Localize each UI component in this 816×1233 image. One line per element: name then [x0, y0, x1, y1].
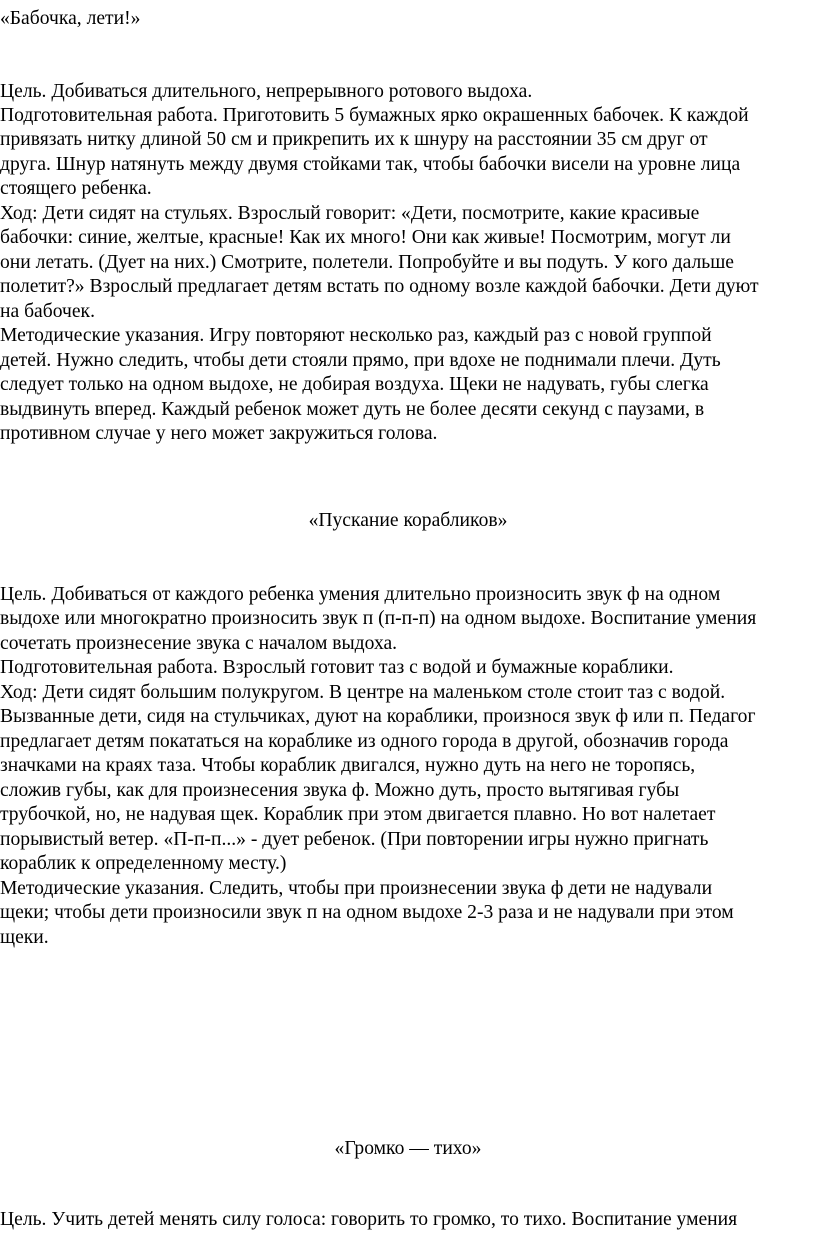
paragraph-line: Ход: Дети сидят большим полукругом. В центре на маленьком столе стоит таз с водой.: [0, 682, 726, 703]
paragraph-line: щеки.: [0, 927, 49, 948]
paragraph-line: выдохе или многократно произносить звук п (п-п-п) на одном выдохе. Воспитание умения: [0, 608, 757, 629]
section-title-butterfly: «Бабочка, лети!»: [0, 8, 141, 29]
paragraph-line: Подготовительная работа. Приготовить 5 бумажных ярко окрашенных бабочек. К каждой: [0, 105, 749, 126]
paragraph-line: Методические указания. Игру повторяют несколько раз, каждый раз с новой группой: [0, 325, 712, 346]
paragraph-line: сложив губы, как для произнесения звука ф. Можно дуть, просто вытягивая губы: [0, 780, 680, 801]
paragraph-line: сочетать произнесение звука с началом выдоха.: [0, 633, 398, 654]
paragraph-line: кораблик к определенному месту.): [0, 853, 287, 874]
paragraph-line: друга. Шнур натянуть между двумя стойками так, чтобы бабочки висели на уровне лица: [0, 154, 741, 175]
paragraph-line: Цель. Добиваться длительного, непрерывного ротового выдоха.: [0, 81, 533, 102]
section-title-loud-quiet: «Громко — тихо»: [334, 1138, 482, 1159]
paragraph-line: Ход: Дети сидят на стульях. Взрослый говорит: «Дети, посмотрите, какие красивые: [0, 203, 700, 224]
paragraph-line: трубочкой, но, не надувая щек. Кораблик при этом двигается плавно. Но вот налетает: [0, 804, 716, 825]
paragraph-line: Цель. Добиваться от каждого ребенка умения длительно произносить звук ф на одном: [0, 584, 721, 605]
paragraph-line: полетит?» Взрослый предлагает детям встать по одному возле каждой бабочки. Дети дуют: [0, 276, 759, 297]
paragraph-line: противном случае у него может закружиться голова.: [0, 423, 438, 444]
paragraph-line: бабочки: синие, желтые, красные! Как их много! Они как живые! Посмотрим, могут ли: [0, 227, 731, 248]
paragraph-line: на бабочек.: [0, 301, 95, 322]
paragraph-line: Цель. Учить детей менять силу голоса: говорить то громко, то тихо. Воспитание умения: [0, 1209, 738, 1230]
paragraph-line: значками на краях таза. Чтобы кораблик двигался, нужно дуть на него не торопясь,: [0, 755, 696, 776]
paragraph-line: выдвинуть вперед. Каждый ребенок может дуть не более десяти секунд с паузами, в: [0, 399, 705, 420]
paragraph-line: привязать нитку длиной 50 см и прикрепить их к шнуру на расстоянии 35 см друг от: [0, 129, 708, 150]
paragraph-line: Вызванные дети, сидя на стульчиках, дуют на кораблики, произнося звук ф или п. Педагог: [0, 706, 756, 727]
paragraph-line: они летать. (Дует на них.) Смотрите, полетели. Попробуйте и вы подуть. У кого дальше: [0, 252, 734, 273]
section-title-boats: «Пускание корабликов»: [308, 510, 508, 531]
paragraph-line: щеки; чтобы дети произносили звук п на одном выдохе 2-3 раза и не надували при этом: [0, 902, 734, 923]
paragraph-line: предлагает детям покататься на кораблике из одного города в другой, обозначив города: [0, 731, 729, 752]
paragraph-line: Подготовительная работа. Взрослый готовит таз с водой и бумажные кораблики.: [0, 657, 674, 678]
paragraph-line: следует только на одном выдохе, не добирая воздуха. Щеки не надувать, губы слегка: [0, 374, 709, 395]
paragraph-line: Методические указания. Следить, чтобы при произнесении звука ф дети не надували: [0, 878, 713, 899]
paragraph-line: стоящего ребенка.: [0, 178, 152, 199]
paragraph-line: порывистый ветер. «П-п-п...» - дует ребенок. (При повторении игры нужно пригнать: [0, 829, 709, 850]
paragraph-line: детей. Нужно следить, чтобы дети стояли прямо, при вдохе не поднимали плечи. Дуть: [0, 350, 721, 371]
